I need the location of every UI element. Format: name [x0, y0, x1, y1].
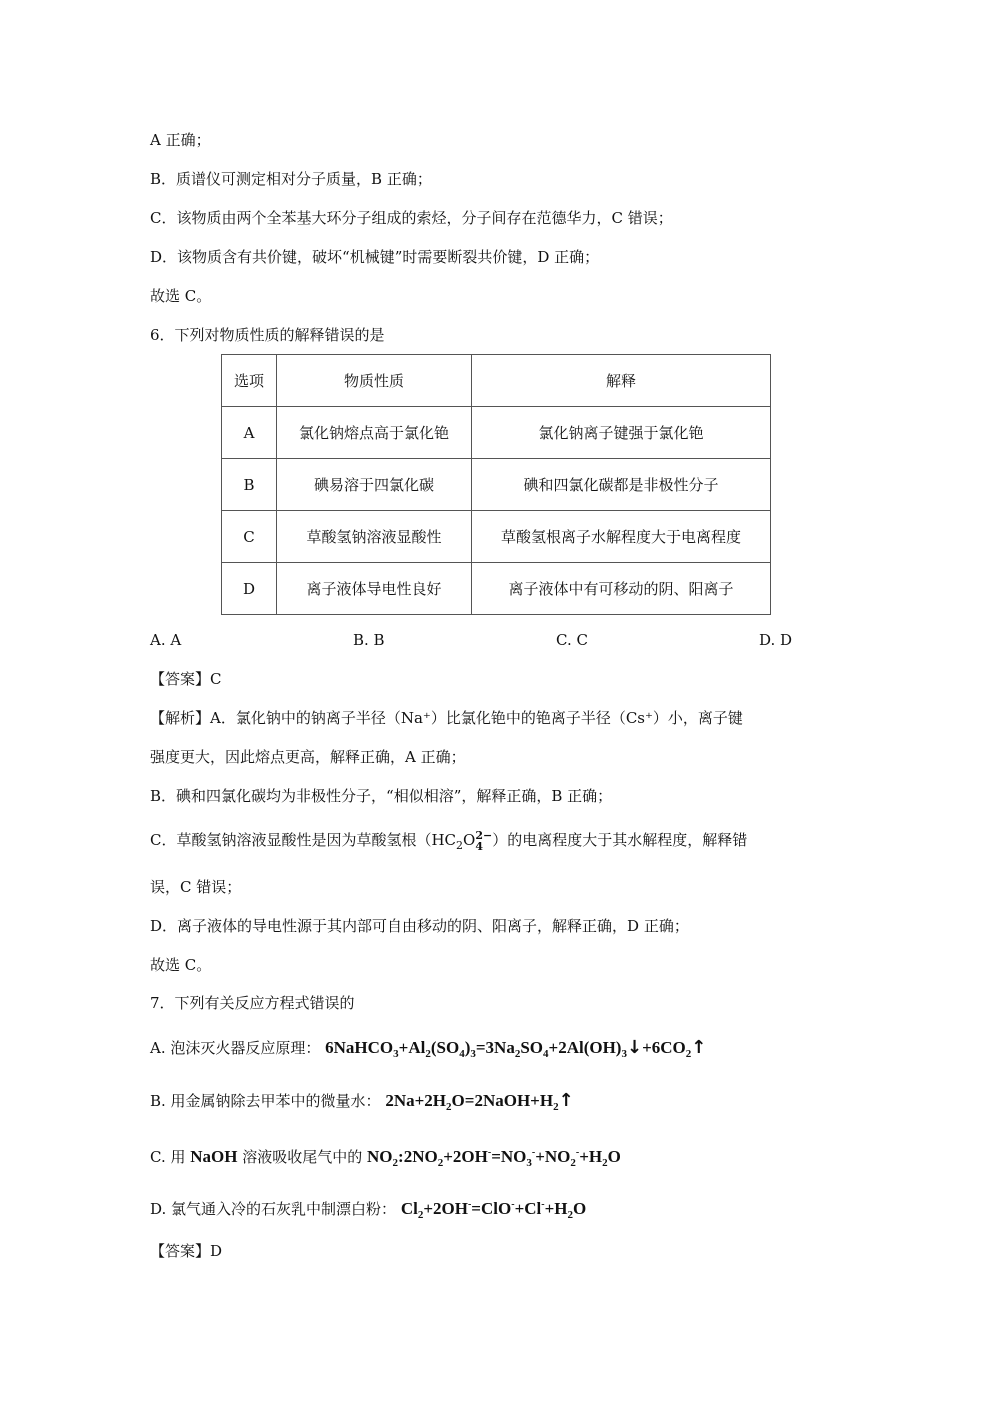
table-row: [222, 407, 771, 459]
q6-analysis-d: D．离子液体的导电性源于其内部可自由移动的阴、阳离子，解释正确，D 正确；: [150, 917, 689, 935]
q7-option-a: [150, 1038, 706, 1064]
analysis-c-post: ）的电离程度大于其水解程度，解释错: [492, 831, 748, 849]
table-row: [222, 459, 771, 511]
row-property: 离子液体导电性良好: [277, 563, 472, 615]
prev-line-c: C．该物质由两个全苯基大环分子组成的索烃，分子间存在范德华力，C 错误；: [150, 209, 673, 227]
q6-option-c: C. C: [556, 631, 588, 649]
option-d-label: D. 氯气通入冷的石灰乳中制漂白粉：: [150, 1200, 397, 1218]
q6-answer: 【答案】C: [150, 670, 222, 688]
prev-line-b: B．质谱仪可测定相对分子质量，B 正确；: [150, 170, 432, 188]
option-c-label-mid: 溶液吸收尾气中的: [237, 1148, 368, 1166]
header-property: 物质性质: [277, 355, 472, 407]
property-table: [221, 354, 771, 615]
equation-c: $NO_2:2NO_2+2OH^-=NO_3^-+NO_2^-+H_2O$: [367, 1147, 621, 1169]
header-option: 选项: [222, 355, 277, 407]
analysis-c-pre: C．草酸氢钠溶液显酸性是因为草酸氢根（HC: [150, 831, 457, 849]
equation-a: $6NaHCO_3+Al_2(SO_4)_3=3Na_2SO_4+2Al(OH)_3↓+6CO_2↑$: [325, 1037, 707, 1060]
analysis-c-o: O: [463, 831, 476, 849]
row-explanation: 离子液体中有可移动的阴、阳离子: [472, 563, 771, 615]
q7-stem: 7．下列有关反应方程式错误的: [150, 994, 355, 1012]
row-option: A: [222, 407, 277, 459]
option-c-naoh: NaOH: [190, 1147, 238, 1166]
row-option: C: [222, 511, 277, 563]
q6-analysis-b: B．碘和四氯化碳均为非极性分子，“相似相溶”，解释正确，B 正确；: [150, 787, 613, 805]
q7-option-c: [150, 1143, 621, 1173]
q6-analysis-a1: 【解析】A．氯化钠中的钠离子半径（Na⁺）比氯化铯中的铯离子半径（Cs⁺）小，离子键: [150, 709, 743, 727]
prev-line-d: D．该物质含有共价键，破坏“机械键”时需要断裂共价键，D 正确；: [150, 248, 600, 266]
prev-line-a: A 正确；: [150, 131, 211, 149]
q6-option-d: D. D: [759, 631, 793, 649]
row-property: 草酸氢钠溶液显酸性: [277, 511, 472, 563]
table-header-row: [222, 355, 771, 407]
row-property: 氯化钠熔点高于氯化铯: [277, 407, 472, 459]
q6-option-a: A. A: [150, 631, 182, 649]
q6-option-b: B. B: [353, 631, 385, 649]
equation-d: $Cl_2+2OH^-=ClO^-+Cl^-+H_2O$: [400, 1199, 587, 1221]
table-row: [222, 511, 771, 563]
row-option: D: [222, 563, 277, 615]
q6-analysis-c2: 误，C 错误；: [150, 878, 242, 896]
row-explanation: 草酸氢根离子水解程度大于电离程度: [472, 511, 771, 563]
q7-option-d: [150, 1195, 586, 1225]
q6-stem: 6．下列对物质性质的解释错误的是: [150, 326, 385, 344]
option-c-label-pre: C. 用: [150, 1148, 191, 1166]
option-a-label: A. 泡沫灭火器反应原理：: [150, 1039, 321, 1057]
header-explanation: 解释: [472, 355, 771, 407]
table-row: [222, 563, 771, 615]
row-explanation: 碘和四氯化碳都是非极性分子: [472, 459, 771, 511]
row-option: B: [222, 459, 277, 511]
q7-option-b: [150, 1091, 574, 1117]
row-property: 碘易溶于四氯化碳: [277, 459, 472, 511]
q6-analysis-a2: 强度更大，因此熔点更高，解释正确，A 正确；: [150, 748, 466, 766]
q7-answer: 【答案】D: [150, 1242, 223, 1260]
option-b-label: B. 用金属钠除去甲苯中的微量水：: [150, 1092, 381, 1110]
row-explanation: 氯化钠离子键强于氯化铯: [472, 407, 771, 459]
equation-b: $2Na+2H_2O=2NaOH+H_2↑$: [385, 1090, 574, 1113]
q6-conclusion: 故选 C。: [150, 956, 212, 974]
prev-conclusion: 故选 C。: [150, 287, 212, 305]
q6-analysis-c: C．草酸氢钠溶液显酸性是因为草酸氢根（$HC_2O$ 2− 4 ）的电离程度大于其水解程度，解释错: [150, 829, 748, 853]
